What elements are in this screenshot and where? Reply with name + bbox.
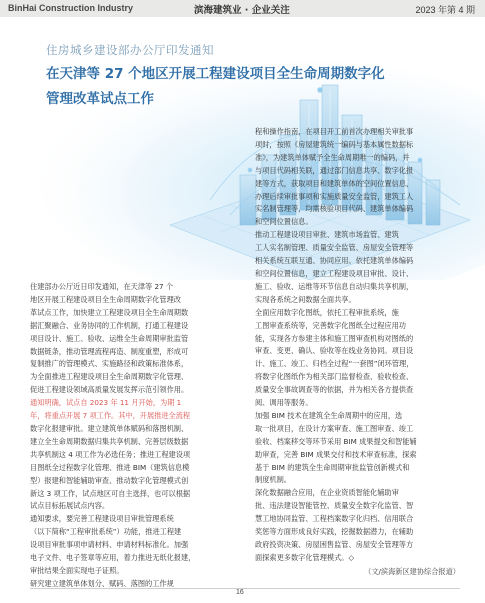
issue-number: 2023 年第 4 期 xyxy=(415,5,475,15)
article-title xyxy=(46,62,385,112)
text-line: 审查、变更、确认、验收等在线业务协同。项目设 xyxy=(255,346,414,356)
text-line: 通知明确，试点自 2023 年 11 月开始，为期 1 xyxy=(30,398,182,408)
text-line: 革试点工作，加快建立工程建设项目全生命周期数 xyxy=(30,307,189,317)
text-line: 全面应用数字化图纸，依托工程审批系统，施 xyxy=(255,307,399,317)
text-line: 目图纸全过程数字化管理、推进 BIM（建筑信息模 xyxy=(30,462,190,472)
text-line: 基于 BIM 的建筑全生命周期审批监管创新模式和 xyxy=(255,462,410,472)
text-line: 制度机制。 xyxy=(255,475,291,485)
text-line: 实现各系统之间数据全面共享。 xyxy=(255,294,356,304)
text-line: 项时，按照《房屋建筑统一编码与基本属性数据标 xyxy=(255,139,414,149)
text-line: 取一批项目，在设计方案审查、施工图审查、竣工 xyxy=(255,423,414,433)
text-line: 工人实名制管理、质量安全监管、房屋安全管理等 xyxy=(255,243,414,253)
text-line: 共享机制这 4 项工作为必选任务；推进工程建设项 xyxy=(30,449,191,459)
page-header xyxy=(0,0,485,17)
text-line: 程和操作指南，在项目开工前首次办理相关审批事 xyxy=(255,127,414,136)
text-line: 审批结果全面实现电子证照。 xyxy=(30,565,124,575)
text-line: 数据链条，推动管理流程再造、制度重塑，形成可 xyxy=(30,346,189,356)
text-line: 设项目审批事项申请材料、申请材料标准化。加强 xyxy=(30,540,189,550)
text-line: 电子文件、电子签章等应用，着力推进无纸化报建， xyxy=(30,553,196,563)
text-line: 施工、验收、运维等环节信息自动归集共享机制， xyxy=(255,281,414,291)
text-line: 项目设计、施工、验收、运维全生命周期审批监管 xyxy=(30,333,189,343)
left-column-body xyxy=(30,281,238,591)
text-line: 验收、档案移交等环节采用 BIM 成果提交和智能辅 xyxy=(255,436,417,446)
text-line: 政府投资决策、房屋困售监管、房屋安全管理等方 xyxy=(255,540,414,549)
text-line: 助审查，完善 BIM 成果交付和技术审查标准，探索 xyxy=(255,449,417,459)
author-signature: （文/滨海新区建协综合报道） xyxy=(364,566,460,576)
text-line: 将数字化图纸作为相关部门监督检查、验收检查、 xyxy=(255,372,414,382)
text-line: 工图审查系统等，完善数字化图纸全过程应用功 xyxy=(255,320,406,330)
text-line: 试点目标拓展试点内容。 xyxy=(30,501,110,511)
text-line: 与项目代码相关联，通过部门信息共享、数字化报 xyxy=(255,165,414,175)
article-kicker: 住房城乡建设部办公厅印发通知 xyxy=(46,43,214,57)
title-line: 管理改革试点工作 xyxy=(46,91,154,107)
text-line: 复制推广的管理模式、实施路径和政策标准体系， xyxy=(30,359,189,369)
text-line: 年，将重点开展 7 项工作。其中，开展推进全流程 xyxy=(30,411,191,421)
text-line: 阅、调用等服务。 xyxy=(255,398,313,408)
text-line: （以下简称“工程审批系统”）功能，推进工程建 xyxy=(30,527,182,537)
text-line: 建等方式，获取项目和建筑单体的空间位置信息， xyxy=(255,178,414,188)
text-line: 为全面推进工程建设项目全生命周期数字化管理、 xyxy=(30,372,189,382)
text-line: 地区开展工程建设项目全生命周期数字化管理改 xyxy=(30,294,181,304)
text-line: 慧工地协同监管、工程档案数字化归档、信用联合 xyxy=(255,514,414,524)
text-line: 数字化报建审批。建立建筑单体赋码和落图机制、 xyxy=(30,423,189,433)
text-line: 深化数据融合应用，在企业资质智能化辅助审 xyxy=(255,488,399,498)
text-line: 研究建立建筑单体划分、赋码、落图的工作规 xyxy=(30,578,174,588)
text-line: 准》，为建筑单体赋予全生命周期唯一的编码，并 xyxy=(255,152,410,162)
text-line: 能，实现各方参建主体和施工图审查机构对图纸的 xyxy=(255,333,414,343)
text-line: 相关系统互联互通、协同应用。依托建筑单体编码 xyxy=(255,256,414,266)
text-line: 奖惩等方面形成良好实践，挖掘数据潜力，在辅助 xyxy=(255,527,414,537)
text-line: 型）报建和智能辅助审查、推动数字化管理模式创 xyxy=(30,475,189,485)
footer-rule xyxy=(30,588,460,589)
text-line: 计、施工、竣工、归档全过程“一套图”闭环管理， xyxy=(255,359,414,369)
text-line: 和空间位置信息。 xyxy=(255,217,313,227)
text-line: 面探索更多数字化管理模式。◇ xyxy=(255,552,354,562)
page-number: 16 xyxy=(236,589,244,596)
text-line: 办理后续审批事项和实施质量安全监管，建筑工人 xyxy=(255,191,414,201)
text-line: 促进工程建设领域高质量发展发挥示范引领作用。 xyxy=(30,385,189,395)
text-line: 据汇聚融合、业务协同的工作机制，打通工程建设 xyxy=(30,320,189,330)
text-line: 住建部办公厅近日印发通知，在天津等 27 个 xyxy=(30,282,174,291)
text-line: 通知要求，要完善工程建设项目审批管理系统 xyxy=(30,514,174,524)
text-line: 和空间位置信息，建立工程建设项目审批、设计、 xyxy=(255,268,414,278)
text-line: 推动工程建设项目审批、建筑市场监管、建筑 xyxy=(255,230,399,240)
title-line: 在天津等 27 个地区开展工程建设项目全生命周期数字化 xyxy=(46,66,385,82)
text-line: 批、违法建设智能管控、质量安全数字化监管、智 xyxy=(255,501,414,511)
text-line: 实名制管理等，均需核验项目代码、建筑单体编码 xyxy=(255,204,414,214)
text-line: 新这 3 项工作，试点地区可自主选择，也可以根据 xyxy=(30,488,191,498)
text-line: 质量安全事故调查等的依据，并为相关各方提供查 xyxy=(255,385,414,395)
magazine-name-en: BinHai Construction Industry xyxy=(8,3,134,13)
section-label: 滨海建筑业 · 企业关注 xyxy=(194,5,290,16)
text-line: 加强 BIM 技术在建筑全生命周期中的应用，选 xyxy=(255,410,403,420)
text-line: 建立全生命周期数据归集共享机制、完善层级数据 xyxy=(30,436,189,446)
right-column-body xyxy=(255,126,460,579)
